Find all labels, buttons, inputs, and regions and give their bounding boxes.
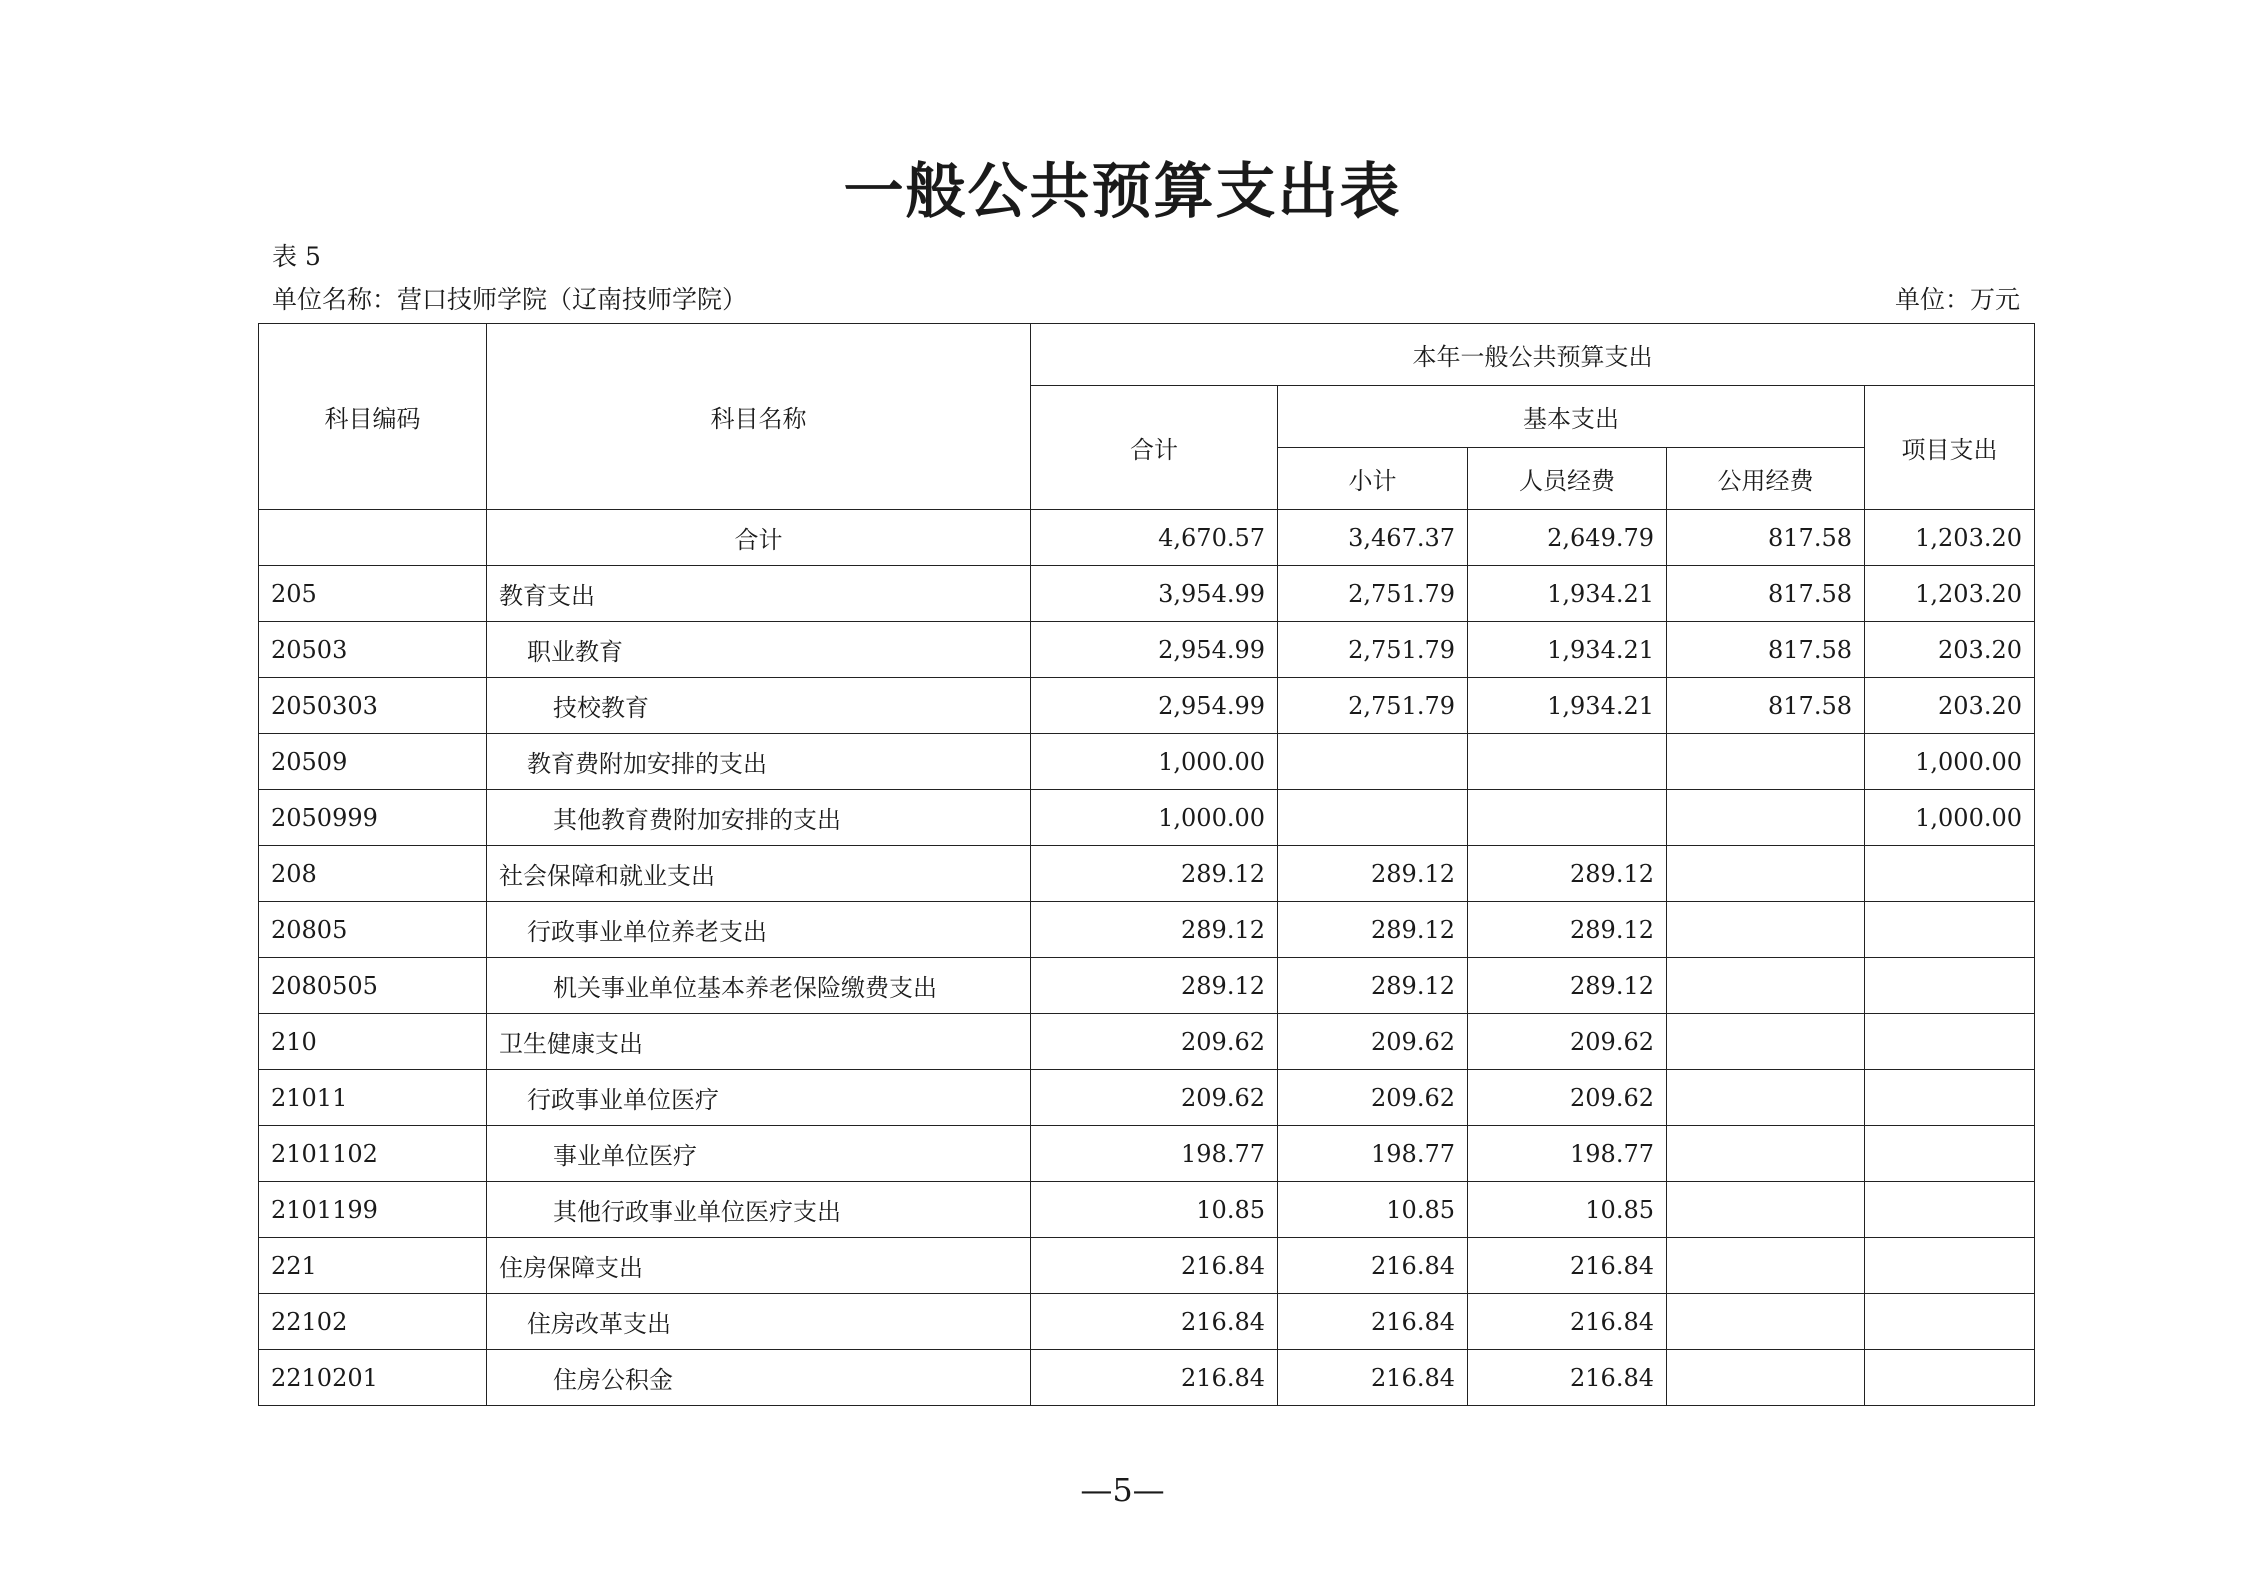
cell-name: 教育支出: [487, 566, 1031, 622]
cell-code: 210: [259, 1014, 487, 1070]
unit-name: 单位名称：营口技师学院（辽南技师学院）: [272, 285, 748, 314]
cell-subtotal: 10.85: [1278, 1182, 1468, 1238]
cell-code: 2080505: [259, 958, 487, 1014]
cell-project: [1865, 902, 2035, 958]
table-row: [259, 1238, 2035, 1294]
cell-project: [1865, 1238, 2035, 1294]
cell-subtotal: 289.12: [1278, 902, 1468, 958]
cell-subtotal: 216.84: [1278, 1294, 1468, 1350]
cell-public: [1667, 1070, 1865, 1126]
cell-subtotal: 2,751.79: [1278, 678, 1468, 734]
header-project: 项目支出: [1865, 386, 2035, 510]
cell-public: [1667, 958, 1865, 1014]
cell-project: [1865, 846, 2035, 902]
cell-public: [1667, 1238, 1865, 1294]
table-row: [259, 958, 2035, 1014]
cell-subtotal: 2,751.79: [1278, 566, 1468, 622]
cell-name: 机关事业单位基本养老保险缴费支出: [487, 958, 1031, 1014]
cell-name: 事业单位医疗: [487, 1126, 1031, 1182]
cell-total: 1,000.00: [1031, 734, 1278, 790]
cell-subtotal: 289.12: [1278, 846, 1468, 902]
table-body: [259, 510, 2035, 1406]
cell-name: 职业教育: [487, 622, 1031, 678]
cell-public: [1667, 1182, 1865, 1238]
cell-subtotal: [1278, 734, 1468, 790]
cell-code: 208: [259, 846, 487, 902]
cell-public: [1667, 790, 1865, 846]
cell-public: [1667, 846, 1865, 902]
cell-name: 教育费附加安排的支出: [487, 734, 1031, 790]
cell-total: 198.77: [1031, 1126, 1278, 1182]
cell-name: 行政事业单位医疗: [487, 1070, 1031, 1126]
cell-name: 住房保障支出: [487, 1238, 1031, 1294]
cell-total: 289.12: [1031, 958, 1278, 1014]
table-row: [259, 1182, 2035, 1238]
cell-personnel: 289.12: [1468, 958, 1667, 1014]
cell-code: 20509: [259, 734, 487, 790]
cell-public: 817.58: [1667, 566, 1865, 622]
cell-project: [1865, 1014, 2035, 1070]
cell-personnel: 209.62: [1468, 1014, 1667, 1070]
cell-total: 3,954.99: [1031, 566, 1278, 622]
cell-public: 817.58: [1667, 678, 1865, 734]
cell-subtotal: 198.77: [1278, 1126, 1468, 1182]
cell-project: 1,203.20: [1865, 510, 2035, 566]
cell-total: 4,670.57: [1031, 510, 1278, 566]
cell-personnel: 209.62: [1468, 1070, 1667, 1126]
cell-code: 2210201: [259, 1350, 487, 1406]
cell-project: [1865, 958, 2035, 1014]
cell-name: 其他行政事业单位医疗支出: [487, 1182, 1031, 1238]
cell-subtotal: 289.12: [1278, 958, 1468, 1014]
cell-public: [1667, 902, 1865, 958]
cell-total: 216.84: [1031, 1350, 1278, 1406]
cell-personnel: 1,934.21: [1468, 566, 1667, 622]
cell-project: 203.20: [1865, 678, 2035, 734]
cell-total: 289.12: [1031, 902, 1278, 958]
cell-code: 221: [259, 1238, 487, 1294]
header-basic: 基本支出: [1278, 386, 1865, 448]
page-title: 一般公共预算支出表: [843, 157, 1402, 227]
header-subtotal: 小计: [1278, 448, 1468, 510]
table-row: [259, 1070, 2035, 1126]
cell-code: 2050999: [259, 790, 487, 846]
cell-project: 1,000.00: [1865, 790, 2035, 846]
cell-personnel: 216.84: [1468, 1350, 1667, 1406]
cell-total: 209.62: [1031, 1070, 1278, 1126]
budget-table: [258, 323, 2035, 1406]
cell-code: 20503: [259, 622, 487, 678]
cell-public: 817.58: [1667, 622, 1865, 678]
header-personnel: 人员经费: [1468, 448, 1667, 510]
table-row: [259, 902, 2035, 958]
cell-code: 2050303: [259, 678, 487, 734]
cell-project: 1,000.00: [1865, 734, 2035, 790]
cell-project: [1865, 1294, 2035, 1350]
cell-project: 1,203.20: [1865, 566, 2035, 622]
cell-personnel: 216.84: [1468, 1294, 1667, 1350]
table-row: [259, 1126, 2035, 1182]
cell-code: 205: [259, 566, 487, 622]
cell-project: [1865, 1350, 2035, 1406]
cell-total: 2,954.99: [1031, 678, 1278, 734]
cell-name: 社会保障和就业支出: [487, 846, 1031, 902]
cell-personnel: [1468, 790, 1667, 846]
cell-total: 216.84: [1031, 1294, 1278, 1350]
cell-name: 卫生健康支出: [487, 1014, 1031, 1070]
cell-subtotal: 3,467.37: [1278, 510, 1468, 566]
cell-total: 209.62: [1031, 1014, 1278, 1070]
cell-total: 1,000.00: [1031, 790, 1278, 846]
cell-name: 住房改革支出: [487, 1294, 1031, 1350]
header-total: 合计: [1031, 386, 1278, 510]
cell-subtotal: 209.62: [1278, 1014, 1468, 1070]
cell-public: [1667, 1350, 1865, 1406]
cell-code: 20805: [259, 902, 487, 958]
table-row: [259, 1014, 2035, 1070]
cell-personnel: 289.12: [1468, 846, 1667, 902]
cell-public: [1667, 1294, 1865, 1350]
table-row: [259, 566, 2035, 622]
cell-personnel: [1468, 734, 1667, 790]
cell-public: [1667, 1014, 1865, 1070]
cell-subtotal: 209.62: [1278, 1070, 1468, 1126]
table-row: [259, 678, 2035, 734]
cell-code: 21011: [259, 1070, 487, 1126]
cell-total: 289.12: [1031, 846, 1278, 902]
cell-personnel: 216.84: [1468, 1238, 1667, 1294]
cell-code: [259, 510, 487, 566]
cell-code: 2101102: [259, 1126, 487, 1182]
cell-personnel: 1,934.21: [1468, 678, 1667, 734]
cell-public: [1667, 1126, 1865, 1182]
cell-subtotal: 216.84: [1278, 1350, 1468, 1406]
cell-project: [1865, 1126, 2035, 1182]
header-public: 公用经费: [1667, 448, 1865, 510]
cell-name: 行政事业单位养老支出: [487, 902, 1031, 958]
cell-public: 817.58: [1667, 510, 1865, 566]
cell-project: [1865, 1182, 2035, 1238]
cell-code: 22102: [259, 1294, 487, 1350]
cell-project: 203.20: [1865, 622, 2035, 678]
page-number: —5—: [1080, 1471, 1165, 1509]
header-name: 科目名称: [487, 324, 1031, 510]
header-group: 本年一般公共预算支出: [1031, 324, 2035, 386]
cell-public: [1667, 734, 1865, 790]
cell-name: 其他教育费附加安排的支出: [487, 790, 1031, 846]
cell-project: [1865, 1070, 2035, 1126]
table-row: [259, 1294, 2035, 1350]
cell-name: 技校教育: [487, 678, 1031, 734]
table-row: [259, 734, 2035, 790]
cell-personnel: 198.77: [1468, 1126, 1667, 1182]
cell-total: 2,954.99: [1031, 622, 1278, 678]
table-row: [259, 790, 2035, 846]
cell-code: 2101199: [259, 1182, 487, 1238]
table-row: [259, 1350, 2035, 1406]
cell-personnel: 10.85: [1468, 1182, 1667, 1238]
cell-name: 合计: [487, 510, 1031, 566]
header-code: 科目编码: [259, 324, 487, 510]
table-number: 表 5: [272, 242, 321, 271]
unit-measure: 单位：万元: [1894, 285, 2020, 314]
table-row: [259, 510, 2035, 566]
table-row: [259, 622, 2035, 678]
table-row: [259, 846, 2035, 902]
cell-total: 10.85: [1031, 1182, 1278, 1238]
cell-personnel: 2,649.79: [1468, 510, 1667, 566]
cell-personnel: 289.12: [1468, 902, 1667, 958]
cell-name: 住房公积金: [487, 1350, 1031, 1406]
cell-subtotal: 216.84: [1278, 1238, 1468, 1294]
cell-subtotal: 2,751.79: [1278, 622, 1468, 678]
cell-subtotal: [1278, 790, 1468, 846]
cell-total: 216.84: [1031, 1238, 1278, 1294]
cell-personnel: 1,934.21: [1468, 622, 1667, 678]
